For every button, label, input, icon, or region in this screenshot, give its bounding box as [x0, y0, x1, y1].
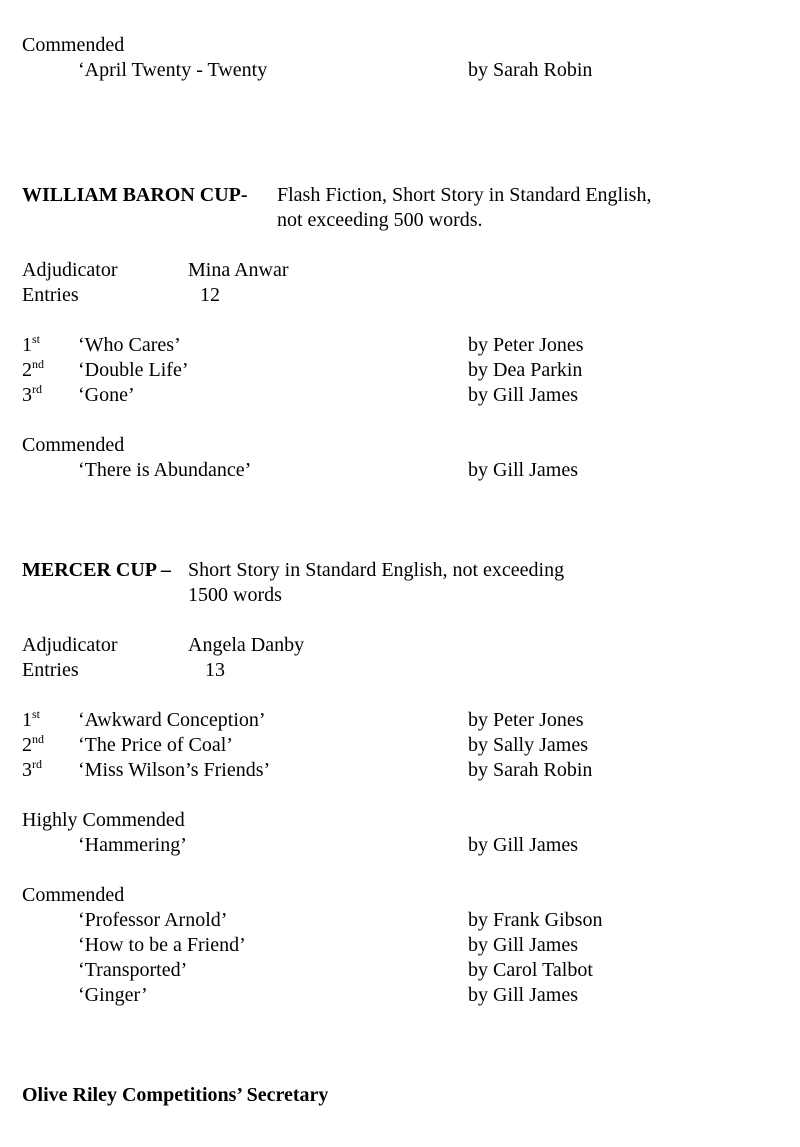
- commended-author: by Gill James: [468, 459, 578, 481]
- cup-description: Short Story in Standard English, not exceeding: [188, 559, 565, 581]
- place-author: by Sarah Robin: [468, 759, 593, 781]
- commended-title: ‘Transported’: [78, 959, 188, 981]
- place-number: 1st: [22, 707, 41, 731]
- place-title: ‘Who Cares’: [78, 334, 181, 356]
- cup-title: WILLIAM BARON CUP-: [22, 184, 248, 206]
- highly-commended-title: ‘Hammering’: [78, 834, 187, 856]
- place-title: ‘Awkward Conception’: [78, 709, 266, 731]
- commended-heading: Commended: [22, 434, 125, 456]
- cup-title: MERCER CUP –: [22, 559, 171, 581]
- adjudicator-label: Adjudicator: [22, 259, 118, 281]
- place-number: 3rd: [22, 382, 42, 406]
- entries-count: 12: [200, 284, 220, 306]
- place-title: ‘Miss Wilson’s Friends’: [78, 759, 271, 781]
- place-number: 2nd: [22, 357, 44, 381]
- commended-title: ‘How to be a Friend’: [78, 934, 246, 956]
- place-number: 3rd: [22, 757, 42, 781]
- secretary-signature: Olive Riley Competitions’ Secretary: [22, 1084, 329, 1106]
- adjudicator-label: Adjudicator: [22, 634, 118, 656]
- place-author: by Dea Parkin: [468, 359, 583, 381]
- commended-author: by Gill James: [468, 934, 578, 956]
- entries-label: Entries: [22, 284, 79, 306]
- place-author: by Peter Jones: [468, 709, 584, 731]
- highly-commended-author: by Gill James: [468, 834, 578, 856]
- commended-title: ‘April Twenty - Twenty: [78, 59, 268, 81]
- commended-author: by Frank Gibson: [468, 909, 603, 931]
- adjudicator-name: Mina Anwar: [188, 259, 289, 281]
- cup-description: Flash Fiction, Short Story in Standard English,: [277, 184, 652, 206]
- place-author: by Sally James: [468, 734, 588, 756]
- place-author: by Peter Jones: [468, 334, 584, 356]
- place-title: ‘Gone’: [78, 384, 135, 406]
- cup-description: not exceeding 500 words.: [277, 209, 483, 231]
- adjudicator-name: Angela Danby: [188, 634, 305, 656]
- place-number: 2nd: [22, 732, 44, 756]
- cup-description: 1500 words: [188, 584, 282, 606]
- entries-label: Entries: [22, 659, 79, 681]
- place-title: ‘The Price of Coal’: [78, 734, 233, 756]
- place-title: ‘Double Life’: [78, 359, 189, 381]
- highly-commended-heading: Highly Commended: [22, 809, 185, 831]
- commended-title: ‘There is Abundance’: [78, 459, 252, 481]
- place-number: 1st: [22, 332, 41, 356]
- commended-author: by Gill James: [468, 984, 578, 1006]
- entries-count: 13: [205, 659, 225, 681]
- commended-heading: Commended: [22, 34, 125, 56]
- place-author: by Gill James: [468, 384, 578, 406]
- commended-heading: Commended: [22, 884, 125, 906]
- commended-author: by Sarah Robin: [468, 59, 593, 81]
- commended-author: by Carol Talbot: [468, 959, 593, 981]
- commended-title: ‘Professor Arnold’: [78, 909, 228, 931]
- commended-title: ‘Ginger’: [78, 984, 148, 1006]
